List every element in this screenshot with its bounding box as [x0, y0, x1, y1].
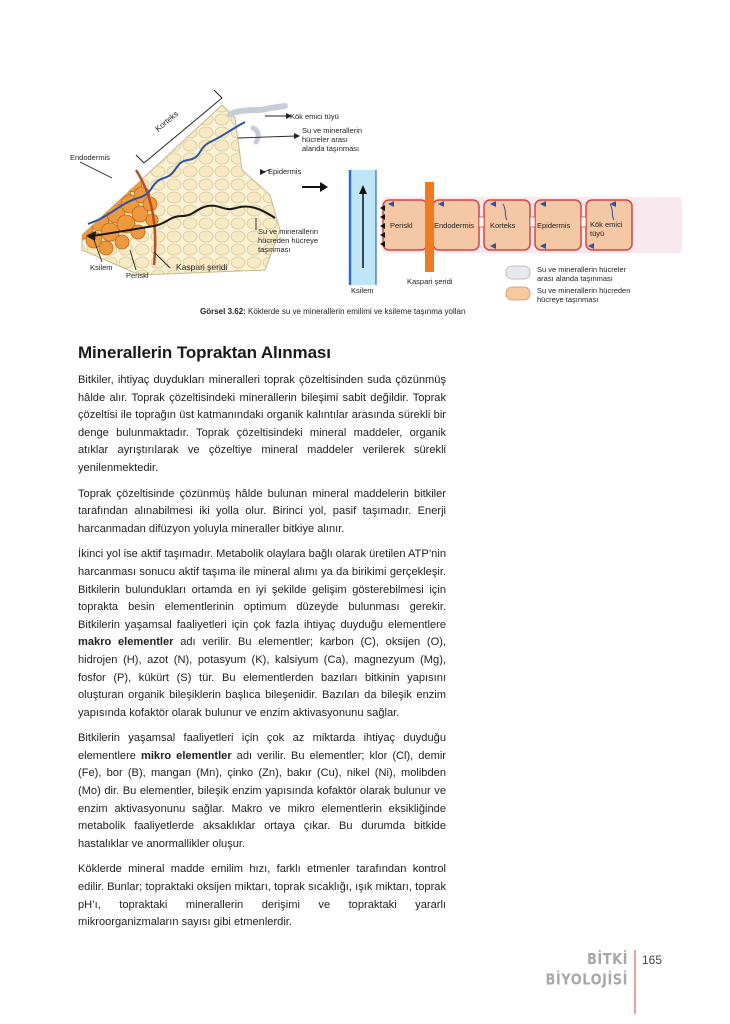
footer-brand-line1: BİTKİ [586, 951, 628, 969]
label-hucreden-hucreye-1: Su ve minerallerin [258, 227, 319, 236]
page-number: 165 [642, 953, 663, 967]
bold-term: mikro elementler [140, 749, 232, 762]
figure-caption [200, 307, 670, 316]
bold-term: makro elementler [78, 636, 174, 649]
footer-brand-line2: BİYOLOJİSİ [545, 971, 628, 990]
leader-arrowheads [260, 113, 300, 175]
paragraph-text: Bitkilerin yaşamsal faaliyetleri için çok az miktarda ihtiyaç duyduğu elementlere [78, 732, 446, 762]
legend-symplast-1: Su ve minerallerin hücreden [537, 286, 631, 295]
label-korteks: Korteks [153, 109, 181, 134]
legend-swatch-apoplast [506, 266, 530, 279]
paragraph [78, 486, 446, 539]
label-kok-emici-tuyu: Kök emici tüyü [290, 112, 339, 121]
legend-symplast-2: hücreye taşınması [537, 295, 599, 304]
paragraph-text: Köklerde mineral madde emilim hızı, farklı etmenler tarafından kontrol edilir. Bunlar; topraktaki oksijen miktarı, toprak sıcaklığı, ışık miktarı, toprak pH’ı, topraktaki minerallerin derişimi ve topraktaki yararlı mikroorganizmaların sayısı gibi etmenlerdir. [78, 863, 446, 929]
label-hucreler-arasi-1: Su ve minerallerin [302, 126, 363, 135]
caption-text: Köklerde su ve minerallerin emilimi ve ksileme taşınma yolları [245, 307, 466, 316]
label-hucreler-arasi-2: hücreler arası [302, 135, 348, 144]
root-hair-shape [230, 106, 285, 114]
label-hucreden-hucreye-3: taşınması [258, 245, 291, 254]
root-cross-section-diagram [70, 100, 670, 310]
label-hucreden-hucreye-2: hücreden hücreye [258, 236, 319, 245]
root-hair-shape-2 [253, 128, 258, 142]
label-cell-korteks: Korteks [490, 221, 516, 230]
legend-apoplast-1: Su ve minerallerin hücreler [537, 265, 627, 274]
label-ksilem: Ksilem [90, 263, 113, 272]
paragraph-text: Bitkiler, ihtiyaç duydukları mineralleri toprak çözeltisinden suda çözünmüş hâlde alır. Toprak çözeltisindeki minerallerin bileşimi sabit değildir. Toprak çözeltisi ile toprağın üst katmanındaki organik kalıntılar arasında sürekli bir denge bulunmaktadır. Toprak çözeltisindeki mineral maddeler, organik atıklar ayrıştırılarak ve çözeltiye mineral maddeler verilerek sürekli yenilenmektedir. [78, 374, 446, 474]
label-cell-endodermis: Endodermis [434, 221, 475, 230]
label-endodermis: Endodermis [70, 153, 111, 162]
label-periskl: Periskl [126, 271, 149, 280]
label-kaspari-seridi: Kaspari şeridi [176, 262, 228, 272]
legend-swatch-symplast [506, 287, 530, 300]
paragraph-text: İkinci yol ise aktif taşımadır. Metabolik olaylara bağlı olarak üretilen ATP’nin harcanması sonucu aktif taşıma ile mineral alımı ya da birikimi gerçekleşir. Bitkilerin bulundukları ortamda en iyi şekilde gelişim gösterebilmesi için toprakta besin elementlerinin optimum düzeyde bulunması gerekir. Bitkilerin yaşamsal faaliyetleri için çok fazla ihtiyaç duyduğu elementlere [78, 548, 446, 631]
label-cell-kok-emici-1: Kök emici [590, 220, 623, 229]
label-hucreler-arasi-3: alanda taşınması [302, 144, 360, 153]
paragraph [78, 372, 446, 478]
caption-label: Görsel 3.62: [200, 307, 246, 316]
body-text [78, 372, 446, 940]
footer-brand [546, 950, 629, 991]
casparian-strip-bar [425, 182, 434, 272]
legend-apoplast-2: arası alanda taşınması [537, 274, 613, 283]
paragraph-text: adı verilir. Bu elementler; karbon (C), oksijen (O), hidrojen (H), azot (N), potasyum (K), kalsiyum (Ca), magnezyum (Mg), fosfor (P), kükürt (S) tür. Bu elementlerden bazıları bitkinin yapısını oluşturan organik bileşiklerin başlıca bileşenidir. Bazıları da bileşik enzim yapısında kofaktör olarak bulunur ve enzim aktivasyonunu sağlar. [78, 636, 446, 719]
label-cell-kok-emici-2: tüyü [590, 229, 605, 238]
paragraph-text: adı verilir. Bu elementler; klor (Cl), demir (Fe), bor (B), mangan (Mn), çinko (Zn), bakır (Cu), nikel (Ni), molibden (Mo) dir. Bu elementler, bileşik enzim yapısında kofaktör olarak bulunur ve enzim aktivasyonunu sağlar. Makro ve mikro elementlerin eksikliğinde metabolik faaliyetlerde aksaklıklar ortaya çıkar. Bu durumda bitkide hastalıklar ve anormallikler oluşur. [78, 749, 446, 850]
legend [506, 265, 630, 304]
label-ksilem-right: Ksilem [351, 286, 374, 295]
paragraph [78, 861, 446, 931]
label-cell-periskl: Periskl [390, 221, 413, 230]
label-kaspari-right: Kaspari şeridi [407, 277, 453, 286]
figure-root-transport [70, 100, 670, 325]
label-epidermis: Epidermis [268, 167, 302, 176]
paragraph-text: Toprak çözeltisinde çözünmüş hâlde bulunan mineral maddelerin bitkiler tarafından alınabilmesi iki yolla olur. Birinci yol, pasif taşımadır. Enerji harcanmadan difüzyon yoluyla mineraller bitkiye alınır. [78, 487, 446, 535]
transition-arrow [302, 182, 328, 192]
paragraph [78, 730, 446, 853]
paragraph [78, 546, 446, 722]
xylem-vessel [350, 170, 376, 285]
footer-divider [634, 950, 636, 1014]
label-cell-epidermis: Epidermis [537, 221, 571, 230]
section-heading: Minerallerin Topraktan Alınması [78, 343, 331, 362]
